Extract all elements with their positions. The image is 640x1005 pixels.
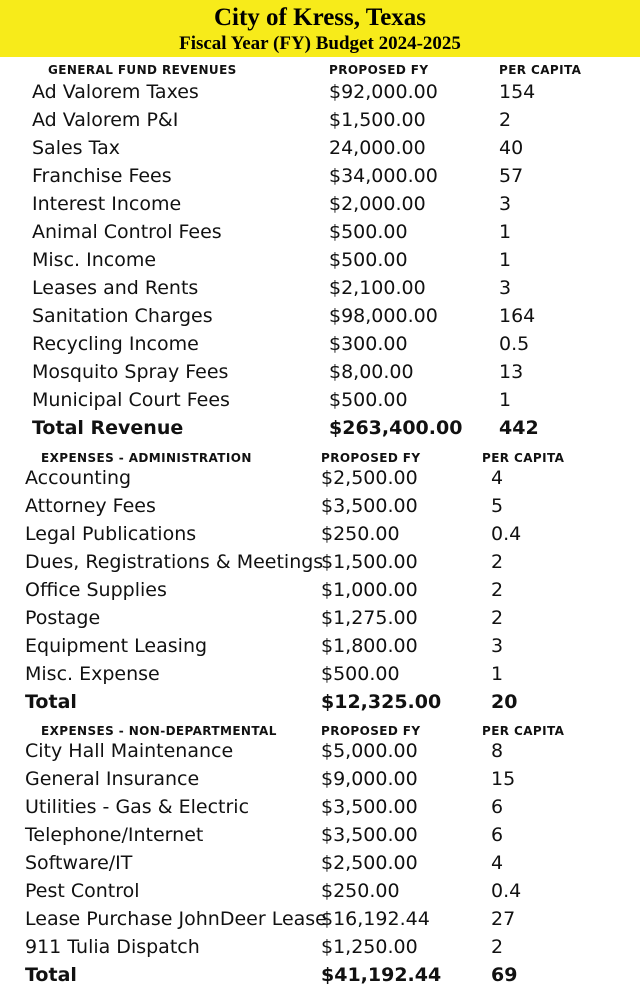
per-capita-value: 15 [491, 768, 516, 790]
non-departmental-rows [0, 739, 640, 963]
proposed-amount: $5,000.00 [321, 740, 418, 762]
line-item-name: Leases and Rents [32, 277, 199, 299]
line-item-name: Legal Publications [25, 523, 197, 545]
proposed-amount: $98,000.00 [329, 305, 438, 327]
proposed-amount: $500.00 [329, 249, 408, 271]
line-item-name: City Hall Maintenance [25, 740, 234, 762]
table-row [0, 606, 640, 634]
table-row [0, 578, 640, 606]
table-row [0, 494, 640, 522]
table-row [0, 935, 640, 963]
non-departmental-heading: EXPENSES - NON-DEPARTMENTAL [41, 724, 277, 738]
per-capita-value: 8 [491, 740, 504, 762]
administration-total-row [0, 690, 640, 718]
line-item-name: Misc. Income [32, 249, 157, 271]
non-departmental-col-per-capita: PER CAPITA [482, 724, 565, 738]
total-label: Total [25, 964, 77, 986]
table-row [0, 851, 640, 879]
line-item-name: Software/IT [25, 852, 133, 874]
per-capita-value: 0.5 [499, 333, 530, 355]
line-item-name: Accounting [25, 467, 132, 489]
administration-heading: EXPENSES - ADMINISTRATION [41, 451, 252, 465]
line-item-name: Sales Tax [32, 137, 120, 159]
line-item-name: Animal Control Fees [32, 221, 222, 243]
per-capita-value: 164 [499, 305, 536, 327]
per-capita-value: 13 [499, 361, 524, 383]
proposed-amount: $2,000.00 [329, 193, 426, 215]
table-row [0, 276, 640, 304]
administration-section [0, 445, 640, 718]
table-row [0, 388, 640, 416]
proposed-amount: $1,000.00 [321, 579, 418, 601]
per-capita-value: 2 [491, 936, 504, 958]
per-capita-value: 2 [491, 579, 504, 601]
proposed-amount: $2,100.00 [329, 277, 426, 299]
administration-rows [0, 466, 640, 690]
line-item-name: Dues, Registrations & Meetings [25, 551, 324, 573]
table-row [0, 795, 640, 823]
table-row [0, 80, 640, 108]
per-capita-value: 4 [491, 852, 504, 874]
non-departmental-total-row [0, 963, 640, 991]
total-per-capita: 69 [491, 964, 518, 986]
per-capita-value: 4 [491, 467, 504, 489]
table-row [0, 634, 640, 662]
proposed-amount: $9,000.00 [321, 768, 418, 790]
line-item-name: General Insurance [25, 768, 200, 790]
table-row [0, 767, 640, 795]
proposed-amount: $2,500.00 [321, 852, 418, 874]
table-row [0, 907, 640, 935]
per-capita-value: 1 [499, 221, 512, 243]
per-capita-value: 1 [499, 249, 512, 271]
per-capita-value: 57 [499, 165, 524, 187]
page-title: City of Kress, Texas [213, 4, 427, 31]
non-departmental-section [0, 718, 640, 991]
line-item-name: Lease Purchase JohnDeer Lease [25, 908, 327, 930]
line-item-name: Misc. Expense [25, 663, 160, 685]
per-capita-value: 40 [499, 137, 524, 159]
line-item-name: Ad Valorem P&I [32, 109, 179, 131]
per-capita-value: 0.4 [491, 523, 522, 545]
per-capita-value: 6 [491, 824, 504, 846]
proposed-amount: $1,275.00 [321, 607, 418, 629]
per-capita-value: 3 [499, 193, 512, 215]
proposed-amount: $34,000.00 [329, 165, 438, 187]
table-row [0, 304, 640, 332]
per-capita-value: 3 [499, 277, 512, 299]
per-capita-value: 154 [499, 81, 536, 103]
proposed-amount: $250.00 [321, 523, 400, 545]
total-per-capita: 442 [499, 417, 539, 439]
line-item-name: Franchise Fees [32, 165, 172, 187]
line-item-name: Sanitation Charges [32, 305, 213, 327]
per-capita-value: 2 [491, 607, 504, 629]
proposed-amount: $16,192.44 [321, 908, 430, 930]
per-capita-value: 3 [491, 635, 504, 657]
per-capita-value: 6 [491, 796, 504, 818]
proposed-amount: $500.00 [329, 221, 408, 243]
revenues-total-row [0, 416, 640, 444]
table-row [0, 823, 640, 851]
per-capita-value: 1 [491, 663, 504, 685]
administration-header-row [0, 445, 640, 466]
revenues-section [0, 59, 640, 444]
table-row [0, 192, 640, 220]
line-item-name: 911 Tulia Dispatch [25, 936, 200, 958]
non-departmental-col-proposed: PROPOSED FY [321, 724, 421, 738]
per-capita-value: 2 [491, 551, 504, 573]
proposed-amount: $500.00 [321, 663, 400, 685]
per-capita-value: 0.4 [491, 880, 522, 902]
per-capita-value: 5 [491, 495, 504, 517]
proposed-amount: $1,500.00 [329, 109, 426, 131]
line-item-name: Ad Valorem Taxes [32, 81, 199, 103]
line-item-name: Interest Income [32, 193, 182, 215]
line-item-name: Telephone/Internet [25, 824, 204, 846]
table-row [0, 164, 640, 192]
table-row [0, 220, 640, 248]
total-label: Total Revenue [32, 417, 184, 439]
proposed-amount: $250.00 [321, 880, 400, 902]
per-capita-value: 2 [499, 109, 512, 131]
total-per-capita: 20 [491, 691, 518, 713]
per-capita-value: 27 [491, 908, 516, 930]
table-row [0, 466, 640, 494]
proposed-amount: $500.00 [329, 389, 408, 411]
proposed-amount: $1,250.00 [321, 936, 418, 958]
per-capita-value: 1 [499, 389, 512, 411]
revenues-heading: GENERAL FUND REVENUES [48, 63, 237, 77]
line-item-name: Recycling Income [32, 333, 199, 355]
page-subtitle: Fiscal Year (FY) Budget 2024-2025 [179, 33, 461, 54]
total-proposed: $12,325.00 [321, 691, 442, 713]
table-row [0, 332, 640, 360]
table-row [0, 550, 640, 578]
total-label: Total [25, 691, 77, 713]
total-proposed: $263,400.00 [329, 417, 463, 439]
administration-col-per-capita: PER CAPITA [482, 451, 565, 465]
table-row [0, 522, 640, 550]
line-item-name: Office Supplies [25, 579, 167, 601]
revenues-col-per-capita: PER CAPITA [499, 63, 582, 77]
administration-col-proposed: PROPOSED FY [321, 451, 421, 465]
proposed-amount: $300.00 [329, 333, 408, 355]
proposed-amount: $3,500.00 [321, 495, 418, 517]
proposed-amount: $1,500.00 [321, 551, 418, 573]
proposed-amount: $2,500.00 [321, 467, 418, 489]
line-item-name: Attorney Fees [25, 495, 156, 517]
proposed-amount: $92,000.00 [329, 81, 438, 103]
table-row [0, 739, 640, 767]
proposed-amount: 24,000.00 [329, 137, 426, 159]
table-row [0, 360, 640, 388]
table-row [0, 136, 640, 164]
proposed-amount: $8,00.00 [329, 361, 414, 383]
table-row [0, 879, 640, 907]
line-item-name: Municipal Court Fees [32, 389, 230, 411]
revenues-rows [0, 80, 640, 416]
line-item-name: Pest Control [25, 880, 140, 902]
proposed-amount: $1,800.00 [321, 635, 418, 657]
non-departmental-header-row [0, 718, 640, 739]
revenues-header-row [0, 59, 640, 80]
line-item-name: Equipment Leasing [25, 635, 208, 657]
total-proposed: $41,192.44 [321, 964, 442, 986]
proposed-amount: $3,500.00 [321, 824, 418, 846]
title-banner [0, 0, 640, 57]
line-item-name: Utilities - Gas & Electric [25, 796, 250, 818]
revenues-col-proposed: PROPOSED FY [329, 63, 429, 77]
proposed-amount: $3,500.00 [321, 796, 418, 818]
table-row [0, 108, 640, 136]
table-row [0, 248, 640, 276]
line-item-name: Postage [25, 607, 101, 629]
table-row [0, 662, 640, 690]
line-item-name: Mosquito Spray Fees [32, 361, 229, 383]
